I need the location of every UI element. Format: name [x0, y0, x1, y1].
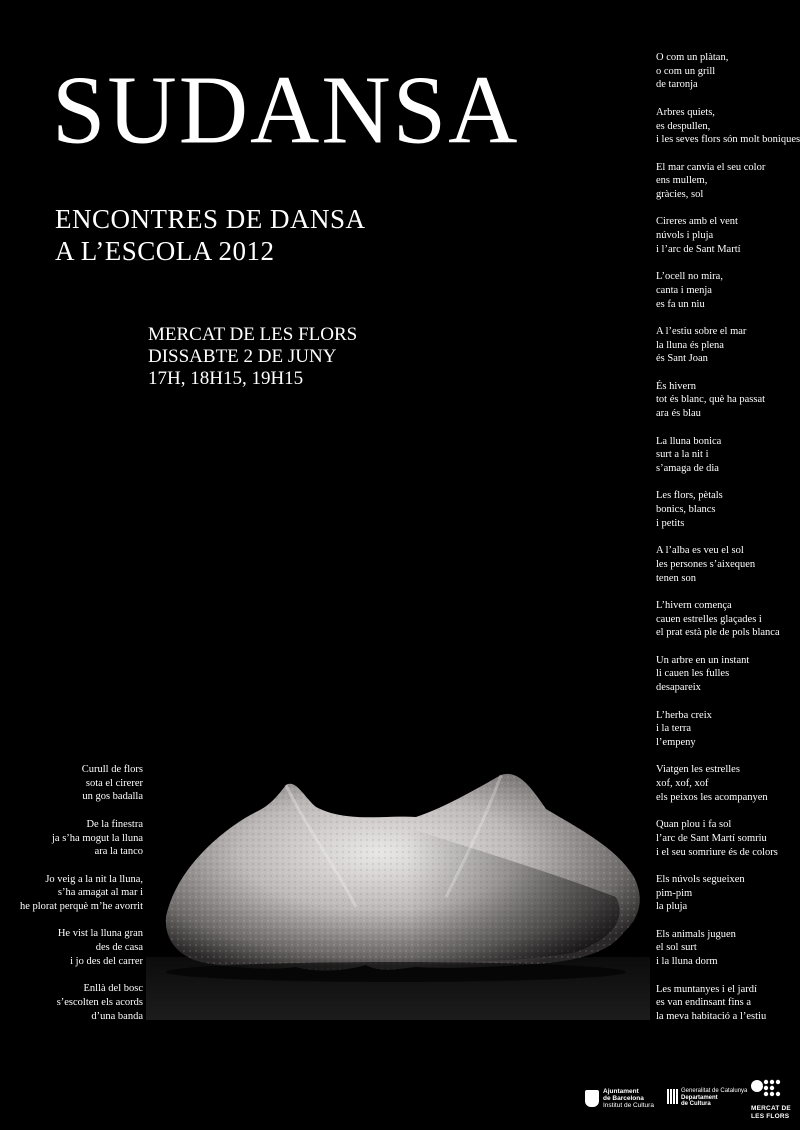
- poem-line: Enllà del bosc: [83, 983, 143, 995]
- ajuntament-line-1: Ajuntament: [603, 1088, 639, 1095]
- event-date: DISSABTE 2 DE JUNY: [148, 346, 337, 367]
- poem-stanza: [656, 544, 800, 585]
- poem-stanza: [656, 435, 800, 476]
- poem-line: L’hivern comença: [656, 599, 732, 611]
- barcelona-shield-icon: [585, 1090, 599, 1107]
- poem-line: s’amaga de dia: [656, 462, 719, 474]
- poem-line: l’empeny: [656, 736, 696, 748]
- mercat-line-2: LES FLORS: [751, 1112, 790, 1120]
- poem-line: De la finestra: [86, 818, 143, 830]
- poem-line: cauen estrelles glaçades i: [656, 613, 762, 625]
- poem-line: Viatgen les estrelles: [656, 764, 740, 776]
- poem-line: Jo veig a la nit la lluna,: [45, 873, 143, 885]
- poem-line: les persones s’aixequen: [656, 558, 756, 570]
- poem-line: el sol surt: [656, 942, 697, 954]
- poem-line: ja s’ha mogut la lluna: [52, 832, 143, 844]
- mercat-flower-icon: [751, 1079, 781, 1098]
- poem-line: Curull de flors: [81, 764, 143, 775]
- poem-line: tenen son: [656, 572, 696, 584]
- poems-right-column: [656, 51, 800, 1037]
- generalitat-logo: [667, 1088, 747, 1108]
- poem-line: Les flors, pètals: [656, 490, 723, 502]
- generalitat-line-2: Departament: [681, 1094, 718, 1101]
- poem-line: i petits: [656, 517, 685, 529]
- poem-line: És hivern: [656, 380, 696, 392]
- generalitat-line-3: de Cultura: [681, 1101, 711, 1108]
- poem-stanza: [656, 380, 800, 421]
- poem-stanza: [656, 818, 800, 859]
- poem-line: Arbres quiets,: [656, 106, 715, 118]
- poem-stanza: [656, 654, 800, 695]
- poem-stanza: [656, 928, 800, 969]
- poem-line: xof, xof, xof: [656, 778, 709, 790]
- event-times: 17H, 18H15, 19H15: [148, 368, 304, 389]
- poem-stanza: [656, 763, 800, 804]
- poem-stanza: [656, 215, 800, 256]
- poem-stanza: [656, 983, 800, 1024]
- poem-line: la lluna és plena: [656, 339, 724, 351]
- subtitle-line-1: ENCONTRES DE DANSA: [55, 204, 366, 234]
- mercat-de-les-flors-logo: [751, 1079, 795, 1120]
- poem-line: núvols i pluja: [656, 230, 714, 242]
- poem-line: i les seves flors són molt boniques: [656, 134, 800, 146]
- poem-stanza: [10, 873, 143, 914]
- event-venue: MERCAT DE LES FLORS: [148, 324, 358, 345]
- poem-line: es despullen,: [656, 120, 711, 132]
- poem-stanza: [656, 270, 800, 311]
- poem-line: els peixos les acompanyen: [656, 791, 768, 803]
- poem-stanza: [656, 599, 800, 640]
- poster-subtitle: [55, 203, 366, 267]
- poem-line: gràcies, sol: [656, 189, 704, 200]
- poem-line: La lluna bonica: [656, 435, 722, 447]
- poem-line: tot és blanc, què ha passat: [656, 394, 766, 406]
- poem-stanza: [656, 709, 800, 750]
- poem-stanza: [10, 818, 143, 859]
- poem-line: ens mullem,: [656, 175, 708, 187]
- poem-line: li cauen les fulles: [656, 668, 730, 680]
- poem-line: Un arbre en un instant: [656, 654, 750, 666]
- poem-line: O com un plàtan,: [656, 52, 729, 63]
- poem-line: Cireres amb el vent: [656, 216, 738, 228]
- poem-stanza: [656, 489, 800, 530]
- poem-line: s’ha amagat al mar i: [57, 887, 143, 899]
- generalitat-line-1: Generalitat de Catalunya: [681, 1088, 748, 1094]
- poem-line: Els núvols segueixen: [656, 873, 745, 885]
- poem-stanza: [656, 51, 800, 92]
- poem-line: Els animals juguen: [656, 928, 736, 940]
- poem-line: i jo des del carrer: [70, 955, 143, 967]
- poem-stanza: [656, 873, 800, 914]
- ajuntament-line-2: de Barcelona: [603, 1095, 644, 1102]
- poem-line: Quan plou i fa sol: [656, 819, 732, 831]
- poem-line: es van endinsant fins a: [656, 997, 752, 1009]
- poem-line: ara és blau: [656, 408, 701, 420]
- poem-line: és Sant Joan: [656, 353, 708, 365]
- poem-stanza: [10, 982, 143, 1023]
- poem-line: L’herba creix: [656, 709, 712, 721]
- poem-line: des de casa: [95, 942, 143, 954]
- poem-line: i l’arc de Sant Martí: [656, 243, 741, 255]
- poem-line: pim-pim: [656, 887, 693, 899]
- poem-line: de taronja: [656, 79, 698, 91]
- poem-line: Les muntanyes i el jardí: [656, 983, 757, 995]
- poem-stanza: [656, 325, 800, 366]
- poem-line: i la terra: [656, 723, 691, 735]
- poem-stanza: [10, 763, 143, 804]
- poem-line: canta i menja: [656, 284, 712, 296]
- poem-line: i la lluna dorm: [656, 956, 718, 968]
- sponsor-logos: [585, 1078, 795, 1122]
- poem-line: A l’estiu sobre el mar: [656, 325, 747, 337]
- poems-left-column: [10, 763, 143, 1037]
- event-info: [148, 324, 357, 390]
- poem-line: surt a la nit i: [656, 449, 709, 461]
- poem-line: sota el cirerer: [85, 777, 143, 789]
- poem-line: L’ocell no mira,: [656, 271, 723, 283]
- dancer-fabric-image: [146, 757, 650, 1020]
- poem-line: He vist la lluna gran: [57, 928, 143, 940]
- poem-line: he plorat perquè m’he avorrit: [19, 901, 143, 912]
- poem-line: bonics, blancs: [656, 504, 716, 516]
- poem-stanza: [656, 161, 800, 202]
- poem-line: o com un grill: [656, 65, 716, 77]
- mercat-line-1: MERCAT DE: [751, 1105, 791, 1112]
- poem-line: un gos badalla: [82, 791, 143, 803]
- poem-line: la meva habitació a l’estiu: [656, 1010, 767, 1022]
- poem-line: es fa un niu: [656, 298, 705, 310]
- generalitat-stripes-icon: [667, 1089, 678, 1104]
- ajuntament-barcelona-logo: [585, 1088, 654, 1109]
- poem-stanza: [656, 106, 800, 147]
- poem-line: El mar canvia el seu color: [656, 161, 766, 173]
- poem-line: s’escolten els acords: [56, 996, 143, 1008]
- poem-line: i el seu somriure és de colors: [656, 846, 778, 858]
- poem-line: ara la tanco: [94, 846, 143, 858]
- subtitle-line-2: A L’ESCOLA 2012: [55, 236, 275, 266]
- poem-line: el prat està ple de pols blanca: [656, 627, 780, 639]
- dance-photo: [146, 757, 650, 1020]
- poem-line: A l’alba es veu el sol: [656, 545, 744, 557]
- poem-line: desapareix: [656, 682, 701, 694]
- poem-stanza: [10, 927, 143, 968]
- poem-line: la pluja: [656, 901, 688, 913]
- poem-line: d’una banda: [91, 1010, 143, 1022]
- poem-line: l’arc de Sant Martí somriu: [656, 832, 767, 844]
- ajuntament-line-3: Institut de Cultura: [603, 1102, 654, 1109]
- poster-title: SUDANSA: [52, 54, 520, 165]
